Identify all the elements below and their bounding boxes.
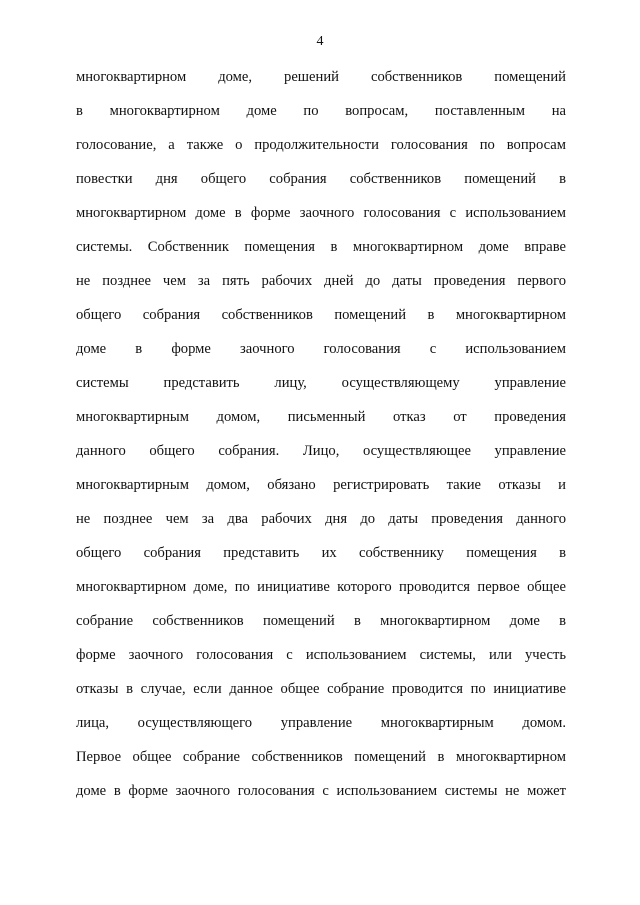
text-line: многоквартирным домом, обязано регистрировать такие отказы и (76, 477, 566, 493)
text-line: Первое общее собрание собственников помещений в многоквартирном (76, 749, 566, 765)
text-line: в многоквартирном доме по вопросам, поставленным на (76, 103, 566, 119)
text-line: многоквартирном доме в форме заочного голосования с использованием (76, 205, 566, 221)
text-line: лица, осуществляющего управление многоквартирным домом. (76, 715, 566, 731)
text-line: общего собрания собственников помещений в многоквартирном (76, 307, 566, 323)
text-line: не позднее чем за два рабочих дня до даты проведения данного (76, 511, 566, 527)
text-line: доме в форме заочного голосования с использованием системы не может (76, 783, 566, 799)
text-line: многоквартирном доме, решений собственников помещений (76, 69, 566, 85)
text-line: системы представить лицу, осуществляющему управление (76, 375, 566, 391)
body-text (76, 68, 566, 816)
page-number: 4 (316, 34, 324, 49)
text-line: доме в форме заочного голосования с использованием (76, 341, 566, 357)
text-line: повестки дня общего собрания собственников помещений в (76, 171, 566, 187)
text-line: многоквартирном доме, по инициативе которого проводится первое общее (76, 579, 566, 595)
text-line: не позднее чем за пять рабочих дней до даты проведения первого (76, 273, 566, 289)
text-line: отказы в случае, если данное общее собрание проводится по инициативе (76, 681, 566, 697)
text-line: данного общего собрания. Лицо, осуществляющее управление (76, 443, 566, 459)
text-line: собрание собственников помещений в многоквартирном доме в (76, 613, 566, 629)
text-line: многоквартирным домом, письменный отказ от проведения (76, 409, 566, 425)
text-line: голосование, а также о продолжительности голосования по вопросам (76, 137, 566, 153)
text-line: форме заочного голосования с использованием системы, или учесть (76, 647, 566, 663)
text-line: системы. Собственник помещения в многоквартирном доме вправе (76, 239, 566, 255)
text-line: общего собрания представить их собственнику помещения в (76, 545, 566, 561)
